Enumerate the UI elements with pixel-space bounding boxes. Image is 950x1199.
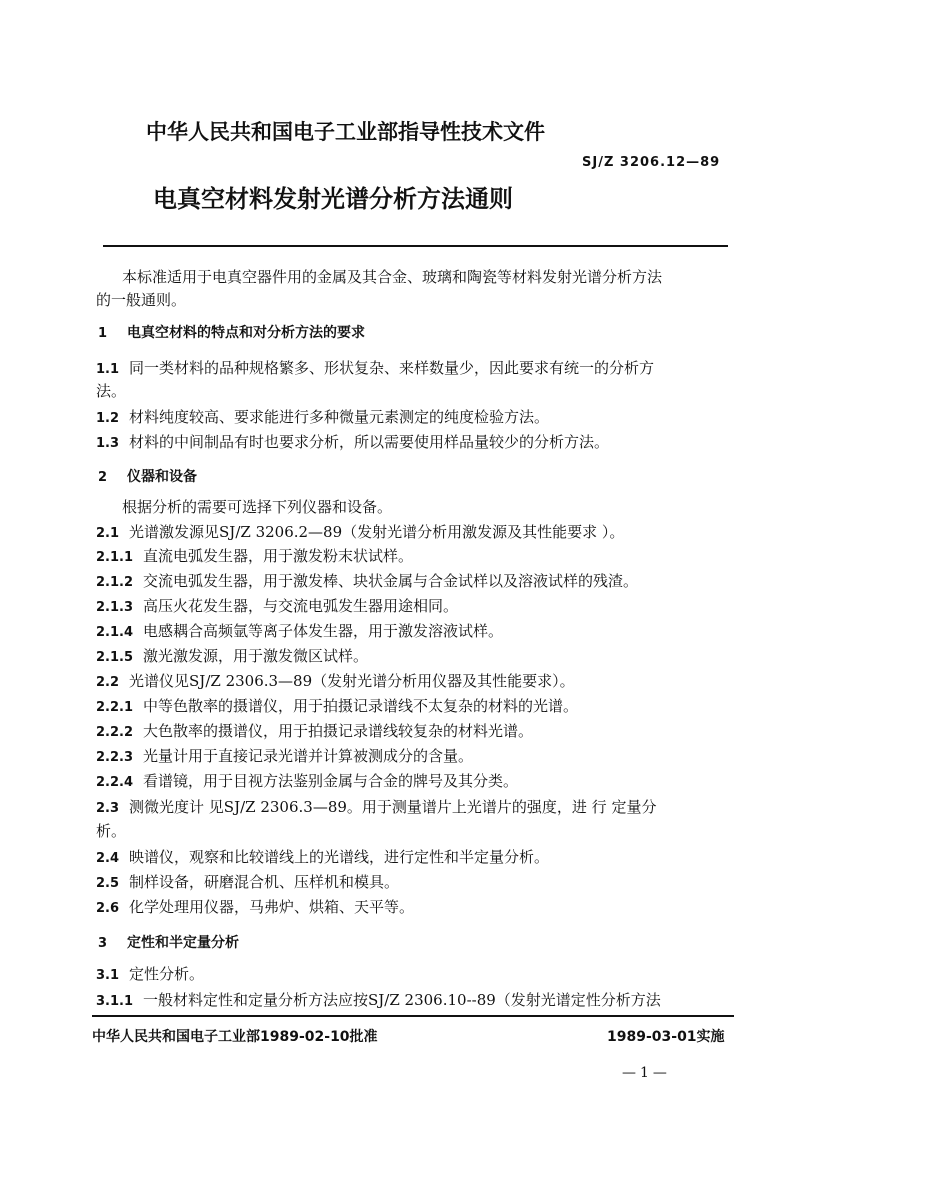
clause-number: 2.4 (96, 851, 120, 866)
clause-text: 材料的中间制品有时也要求分析，所以需要使用样品量较少的分析方法。 (129, 433, 610, 451)
clause-number: 2.2.2 (96, 725, 134, 740)
section-3-heading (98, 932, 239, 952)
page-number: —1— (622, 1065, 671, 1081)
clause-number: 1.1 (96, 362, 120, 377)
clause-number: 2.1 (96, 526, 120, 541)
clause-text: 直流电弧发生器，用于激发粉末状试样。 (143, 547, 414, 565)
clause-text: 同一类材料的品种规格繁多、形状复杂、来样数量少，因此要求有统一的分析方 (129, 359, 655, 377)
clause-text: 光谱激发源见SJ/Z 3206.2—89（发射光谱分析用激发源及其性能要求 ）。 (129, 523, 625, 541)
clause-2-1-5 (96, 646, 368, 668)
clause-number: 2.1.4 (96, 625, 134, 640)
clause-2-1-4 (96, 621, 503, 643)
standard-number: SJ/Z 3206.12—89 (582, 155, 721, 170)
clause-2-6 (96, 897, 414, 919)
clause-text: 电感耦合高频氩等离子体发生器，用于激发溶液试样。 (143, 622, 504, 640)
section-title: 仪器和设备 (127, 469, 198, 485)
clause-number: 3.1 (96, 968, 120, 983)
clause-2-2-1 (96, 696, 578, 718)
clause-2-3-cont: 析。 (96, 822, 127, 840)
clause-2-4 (96, 847, 549, 869)
section-number: 1 (98, 326, 108, 341)
section-1-heading (98, 322, 365, 342)
clause-1-3 (96, 432, 609, 454)
intro-line-2: 的一般通则。 (96, 291, 187, 309)
clause-text: 光量计用于直接记录光谱并计算被测成分的含量。 (143, 747, 474, 765)
section-title: 电真空材料的特点和对分析方法的要求 (127, 325, 366, 341)
clause-1-1-cont: 法。 (96, 382, 127, 400)
clause-number: 2.1.2 (96, 575, 134, 590)
clause-3-1-1 (96, 990, 661, 1012)
clause-text: 高压火花发生器，与交流电弧发生器用途相同。 (143, 597, 459, 615)
clause-number: 3.1.1 (96, 994, 134, 1009)
clause-number: 2.1.1 (96, 550, 134, 565)
clause-text: 交流电弧发生器，用于激发棒、块状金属与合金试样以及溶液试样的残渣。 (143, 572, 639, 590)
clause-2-5 (96, 872, 399, 894)
clause-2-1-2 (96, 571, 638, 593)
clause-2-2-4 (96, 771, 518, 793)
clause-number: 2.2 (96, 675, 120, 690)
clause-2-3 (96, 797, 656, 819)
section-number: 2 (98, 470, 108, 485)
clause-text: 中等色散率的摄谱仪，用于拍摄记录谱线不太复杂的材料的光谱。 (143, 697, 579, 715)
section-number: 3 (98, 936, 108, 951)
clause-text: 定性分析。 (129, 965, 205, 983)
clause-3-1 (96, 964, 204, 986)
clause-2-1-3 (96, 596, 458, 618)
section-title: 定性和半定量分析 (127, 935, 240, 951)
clause-text: 测微光度计 见SJ/Z 2306.3—89。用于测量谱片上光谱片的强度，进 行 定量分 (129, 798, 657, 816)
clause-text: 看谱镜，用于目视方法鉴别金属与合金的牌号及其分类。 (143, 772, 519, 790)
clause-text: 大色散率的摄谱仪，用于拍摄记录谱线较复杂的材料光谱。 (143, 722, 534, 740)
approval-note: 中华人民共和国电子工业部1989-02-10批准 (92, 1029, 378, 1045)
clause-1-2 (96, 407, 549, 429)
clause-number: 2.5 (96, 876, 120, 891)
clause-number: 1.3 (96, 436, 120, 451)
clause-number: 2.2.3 (96, 750, 134, 765)
clause-text: 化学处理用仪器，马弗炉、烘箱、天平等。 (129, 898, 415, 916)
clause-text: 光谱仪见SJ/Z 2306.3—89（发射光谱分析用仪器及其性能要求）。 (129, 672, 575, 690)
section-2-heading (98, 466, 197, 486)
clause-2-2-3 (96, 746, 473, 768)
issuer-heading: 中华人民共和国电子工业部指导性技术文件 (146, 120, 545, 144)
clause-text: 制样设备，研磨混合机、压样机和模具。 (129, 873, 400, 891)
clause-number: 2.2.4 (96, 775, 134, 790)
clause-number: 2.6 (96, 901, 120, 916)
clause-number: 2.1.3 (96, 600, 134, 615)
effective-date: 1989-03-01实施 (607, 1029, 725, 1045)
clause-1-1 (96, 358, 654, 380)
clause-text: 材料纯度较高、要求能进行多种微量元素测定的纯度检验方法。 (129, 408, 550, 426)
clause-number: 2.3 (96, 801, 120, 816)
clause-2-2-2 (96, 721, 533, 743)
clause-text: 映谱仪，观察和比较谱线上的光谱线，进行定性和半定量分析。 (129, 848, 550, 866)
footer-rule (92, 1015, 734, 1017)
clause-2-1-1 (96, 546, 413, 568)
document-title: 电真空材料发射光谱分析方法通则 (153, 185, 513, 213)
clause-number: 2.2.1 (96, 700, 134, 715)
clause-text: 一般材料定性和定量分析方法应按SJ/Z 2306.10--89（发射光谱定性分析方法 (143, 991, 661, 1009)
intro-line-1: 本标准适用于电真空器件用的金属及其合金、玻璃和陶瓷等材料发射光谱分析方法 (122, 268, 663, 286)
clause-number: 2.1.5 (96, 650, 134, 665)
clause-2-1 (96, 522, 624, 544)
section-2-intro: 根据分析的需要可选择下列仪器和设备。 (122, 498, 393, 516)
header-rule (103, 245, 728, 247)
clause-2-2 (96, 671, 575, 693)
clause-number: 1.2 (96, 411, 120, 426)
clause-text: 激光激发源，用于激发微区试样。 (143, 647, 369, 665)
